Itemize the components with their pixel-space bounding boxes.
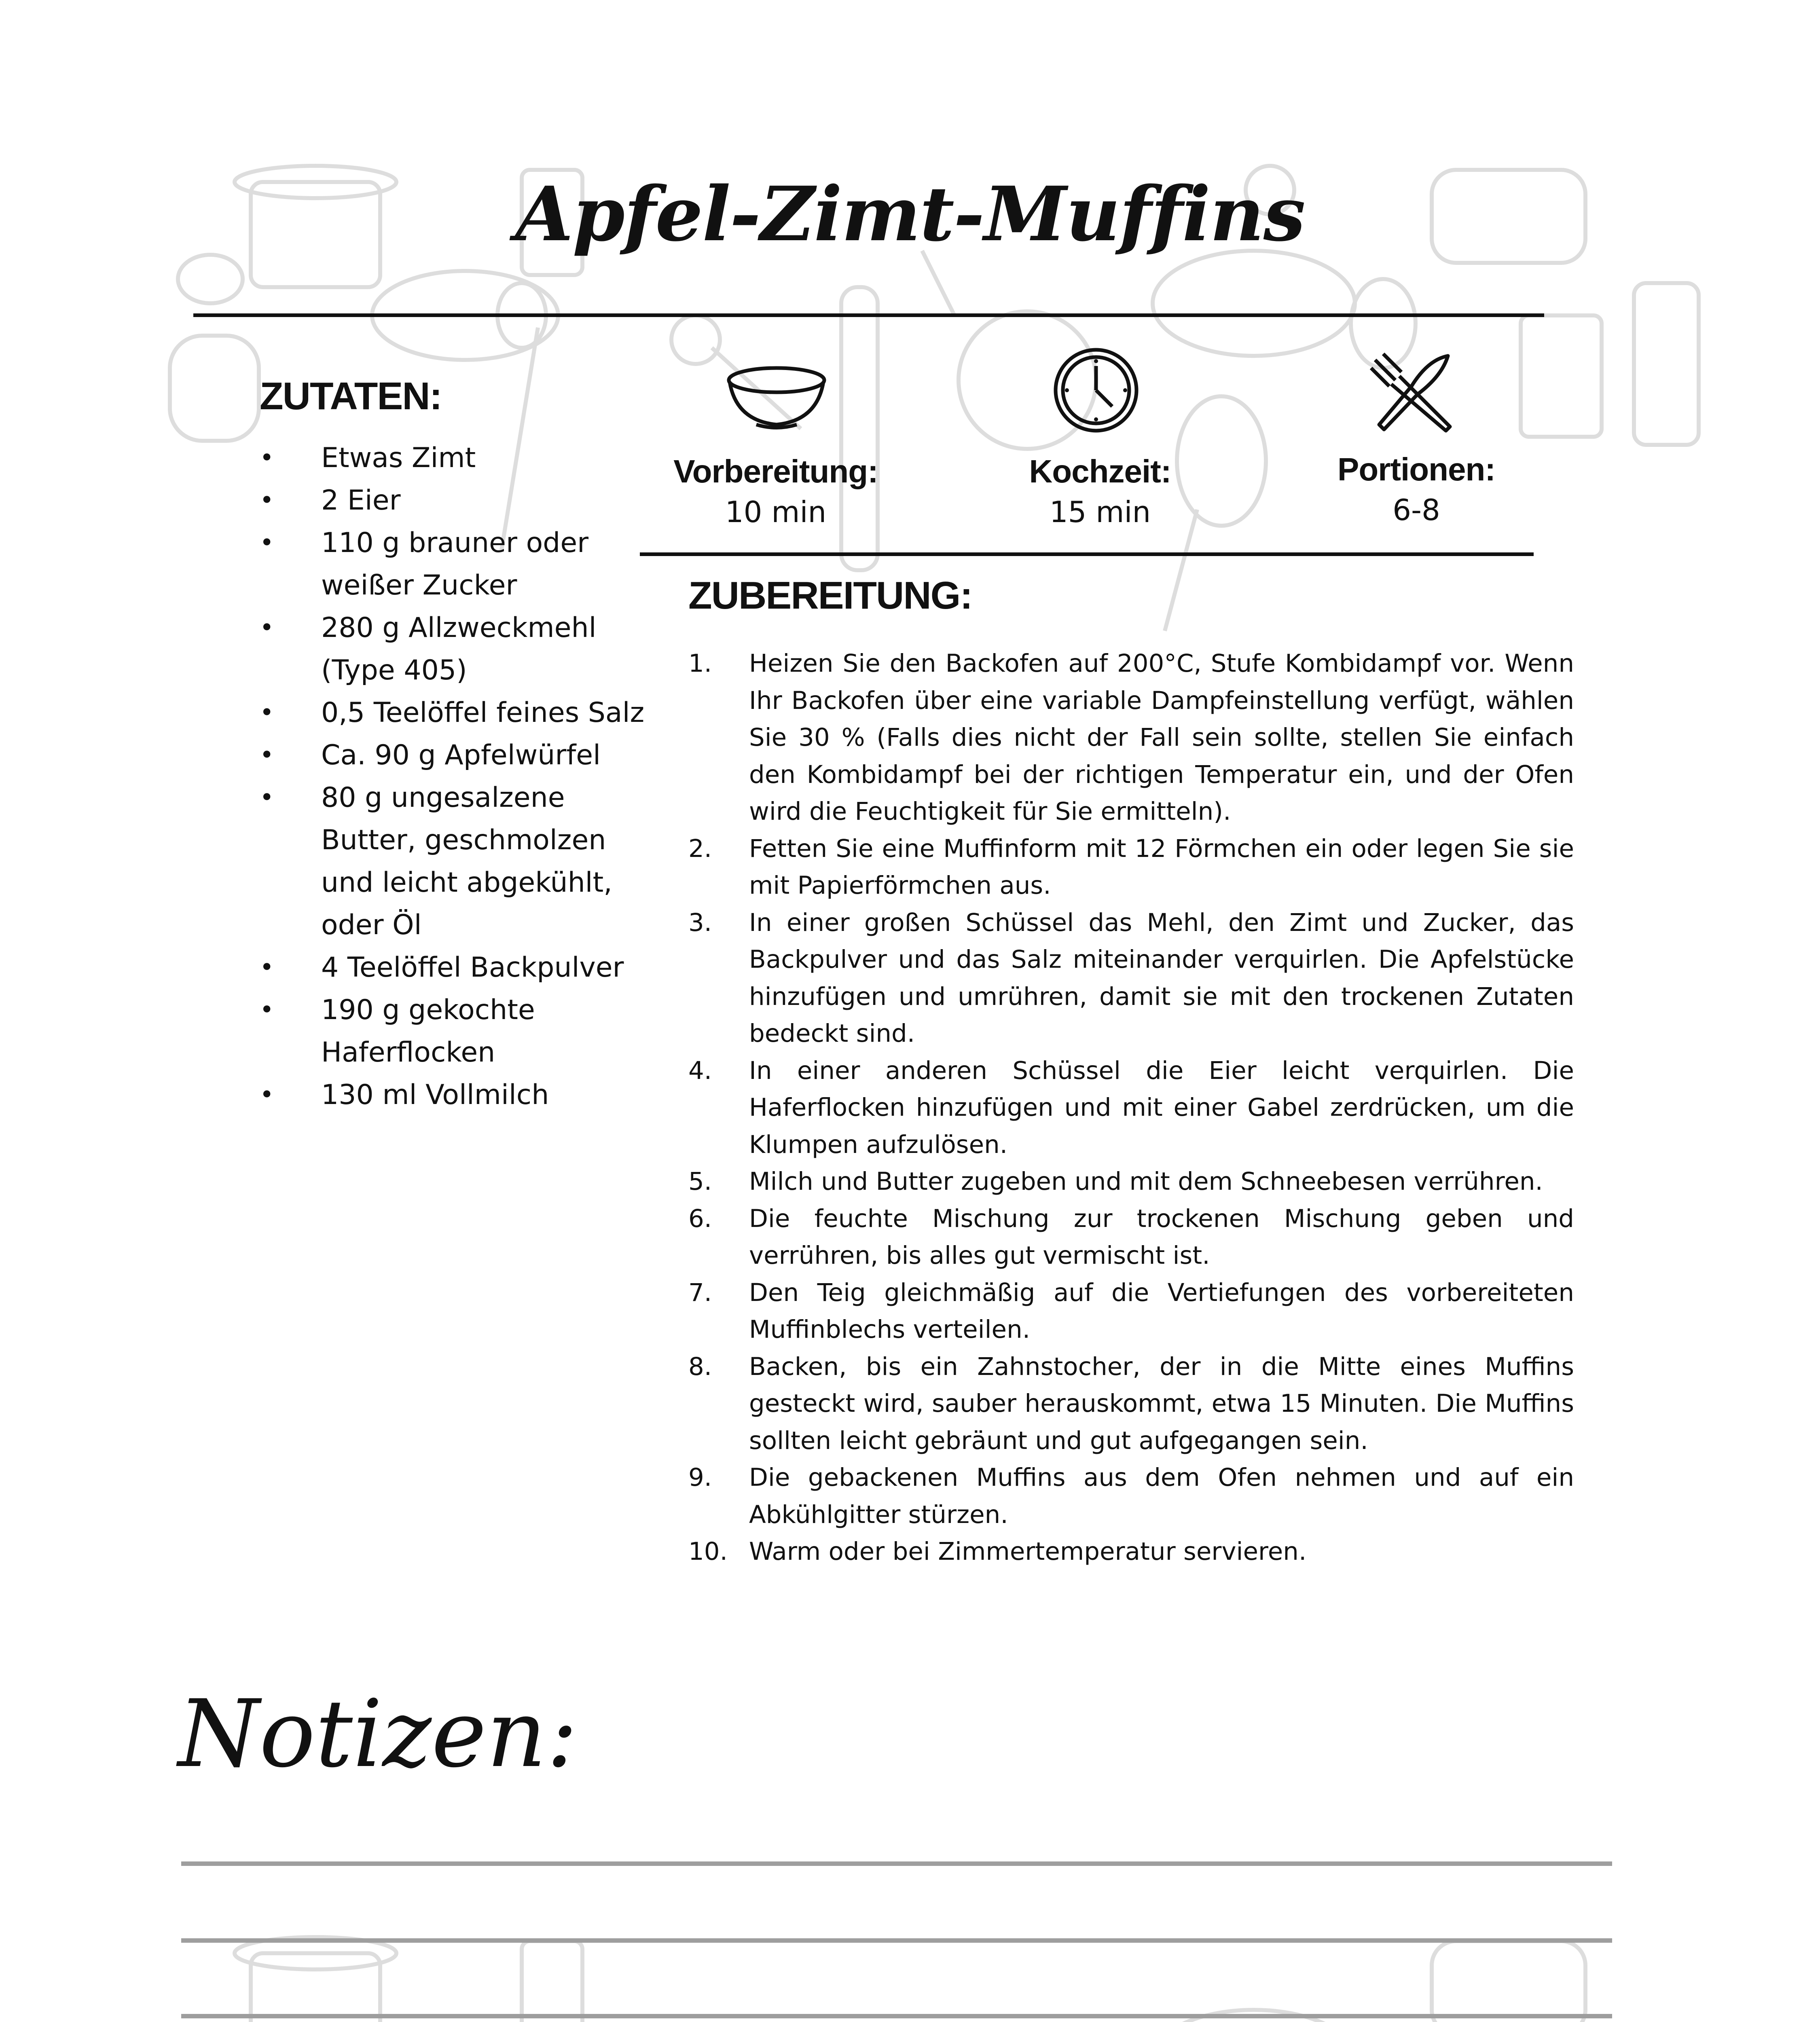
preparation-step (688, 1274, 1574, 1348)
ingredient-text: 190 g gekochte (321, 994, 535, 1026)
recipe-title: Apfel-Zimt-Muffins (515, 170, 1305, 258)
step-number: 5. (688, 1167, 712, 1196)
step-text: Warm oder bei Zimmertemperatur servieren. (749, 1537, 1307, 1566)
ingredient-text: und leicht abgekühlt, (321, 867, 612, 899)
preparation-step (688, 1348, 1574, 1459)
ingredient-text: Haferflocken (321, 1036, 495, 1068)
prep-time (634, 453, 917, 529)
bullet-icon: • (260, 444, 274, 472)
preparation-step (688, 1533, 1574, 1570)
note-line (181, 2014, 1612, 2018)
step-number: 7. (688, 1278, 712, 1307)
ingredient-text: weißer Zucker (321, 569, 517, 601)
bullet-icon: • (260, 486, 274, 514)
ingredient-text: 0,5 Teelöffel feines Salz (321, 697, 645, 729)
ingredient-item (260, 479, 664, 522)
ingredient-text: Butter, geschmolzen (321, 824, 606, 856)
bullet-icon: • (260, 613, 274, 642)
step-number: 3. (688, 908, 712, 937)
bullet-icon: • (260, 953, 274, 981)
ingredients-list (260, 437, 664, 1116)
step-text: Fetten Sie eine Muffinform mit 12 Förmchen ein oder legen Sie sie mit Papierförmchen aus. (749, 834, 1574, 900)
servings-label: Portionen: (1337, 451, 1495, 487)
note-line (181, 1938, 1612, 1943)
ingredient-text: 280 g Allzweckmehl (321, 612, 597, 644)
note-line (181, 1861, 1612, 1866)
bowl-icon (724, 364, 829, 433)
ingredient-item (260, 776, 664, 946)
prep-time-value: 10 min (725, 495, 827, 529)
ingredient-item (260, 607, 664, 692)
ingredient-item (260, 946, 664, 989)
step-text: Den Teig gleichmäßig auf die Vertiefungen des vorbereiteten Muffinblechs verteilen. (749, 1278, 1574, 1344)
bullet-icon: • (260, 698, 274, 727)
ingredients-heading: ZUTATEN: (260, 374, 442, 418)
step-number: 6. (688, 1204, 712, 1233)
step-text: Backen, bis ein Zahnstocher, der in die Mitte eines Muffins gesteckt wird, sauber herauskommt, etwa 15 Minuten. Die Muffins sollten leicht gebräunt und gut aufgegangen sein. (749, 1352, 1574, 1455)
step-number: 8. (688, 1352, 712, 1381)
preparation-step (688, 1459, 1574, 1533)
meta-divider (640, 552, 1534, 556)
ingredient-item (260, 989, 664, 1074)
ingredient-text: oder Öl (321, 909, 422, 941)
preparation-step (688, 904, 1574, 1052)
preparation-step (688, 830, 1574, 904)
step-text: Milch und Butter zugeben und mit dem Schneebesen verrühren. (749, 1167, 1543, 1196)
step-number: 1. (688, 649, 712, 678)
cook-time (959, 453, 1242, 529)
servings (1275, 451, 1558, 527)
ingredient-text: 80 g ungesalzene (321, 782, 565, 814)
ingredient-item (260, 734, 664, 776)
step-number: 10. (688, 1537, 728, 1566)
prep-time-label: Vorbereitung: (673, 453, 878, 489)
preparation-step (688, 645, 1574, 830)
ingredient-text: 4 Teelöffel Backpulver (321, 952, 624, 984)
fork-knife-icon (1367, 348, 1456, 437)
step-text: Die feuchte Mischung zur trockenen Mischung geben und verrühren, bis alles gut vermischt ist. (749, 1204, 1574, 1270)
clock-icon (1052, 346, 1141, 435)
step-number: 4. (688, 1056, 712, 1085)
title-divider (193, 313, 1544, 317)
step-text: In einer großen Schüssel das Mehl, den Zimt und Zucker, das Backpulver und das Salz miteinander verquirlen. Die Apfelstücke hinzufügen und umrühren, damit sie mit den trockenen Zutaten bedeckt sind. (749, 908, 1574, 1048)
notes-heading: Notizen: (178, 1680, 578, 1788)
ingredient-item (260, 437, 664, 479)
ingredient-text: 2 Eier (321, 484, 401, 516)
preparation-step (688, 1200, 1574, 1274)
ingredient-item (260, 522, 664, 607)
bullet-icon: • (260, 996, 274, 1024)
step-text: Die gebackenen Muffins aus dem Ofen nehmen und auf ein Abkühlgitter stürzen. (749, 1463, 1574, 1529)
ingredient-text: Ca. 90 g Apfelwürfel (321, 739, 601, 771)
preparation-heading: ZUBEREITUNG: (688, 574, 972, 617)
preparation-step (688, 1052, 1574, 1163)
step-text: Heizen Sie den Backofen auf 200°C, Stufe Kombidampf vor. Wenn Ihr Backofen über eine variable Dampfeinstellung verfügt, wählen Sie 30 % (Falls dies nicht der Fall sein sollte, stellen Sie einfach den Kombidampf bei der richtigen Temperatur ein, und der Ofen wird die Feuchtigkeit für Sie ermitteln). (749, 649, 1574, 826)
preparation-step (688, 1163, 1574, 1200)
step-number: 9. (688, 1463, 712, 1492)
cook-time-label: Kochzeit: (1029, 453, 1171, 489)
step-text: In einer anderen Schüssel die Eier leicht verquirlen. Die Haferflocken hinzufügen und mit einer Gabel zerdrücken, um die Klumpen aufzulösen. (749, 1056, 1574, 1159)
ingredient-text: 110 g brauner oder (321, 527, 589, 559)
preparation-steps (688, 645, 1574, 1570)
ingredient-text: (Type 405) (321, 654, 467, 686)
ingredient-text: Etwas Zimt (321, 442, 476, 474)
servings-value: 6-8 (1393, 493, 1440, 527)
ingredient-item (260, 1074, 664, 1116)
ingredient-text: 130 ml Vollmilch (321, 1079, 549, 1111)
cook-time-value: 15 min (1049, 495, 1151, 529)
bullet-icon: • (260, 783, 274, 812)
bullet-icon: • (260, 1081, 274, 1109)
ingredient-item (260, 692, 664, 734)
bullet-icon: • (260, 741, 274, 769)
step-number: 2. (688, 834, 712, 863)
bullet-icon: • (260, 529, 274, 557)
